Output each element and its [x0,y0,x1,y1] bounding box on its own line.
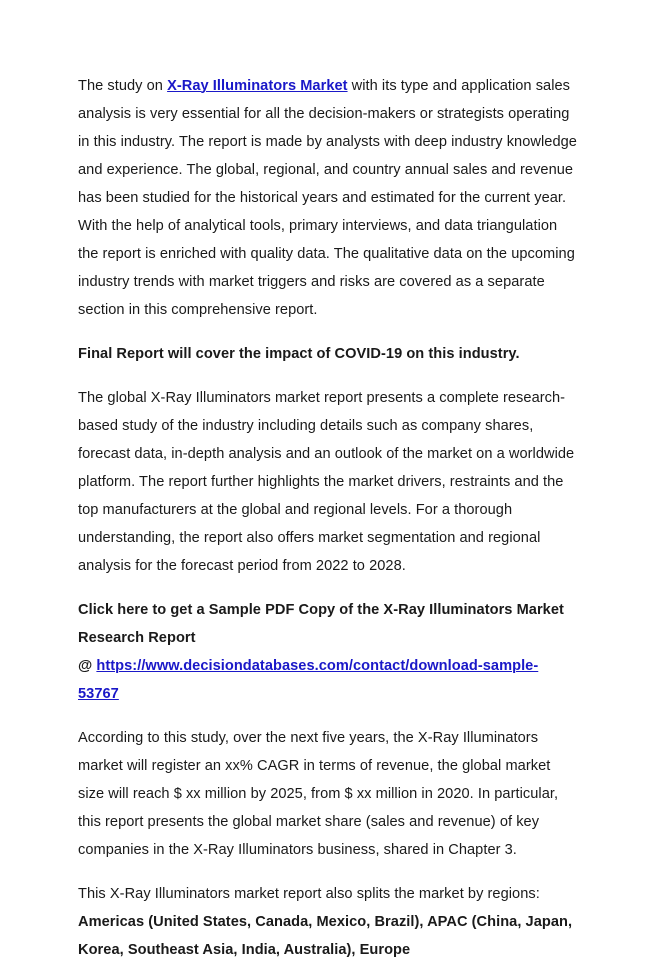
cta-heading-text: Click here to get a Sample PDF Copy of the X-Ray Illuminators Market Research Report [78,602,564,646]
at-symbol: @ [78,658,97,674]
paragraph-covid-notice: Final Report will cover the impact of COVID-19 on this industry. [78,346,520,362]
paragraph-intro [78,72,578,324]
x-ray-illuminators-market-link[interactable]: X-Ray Illuminators Market [167,78,348,94]
regions-lead-text: This X-Ray Illuminators market report also splits the market by regions: [78,886,540,902]
paragraph-regions [78,880,578,964]
paragraph-sample-pdf-cta [78,596,578,708]
document-body [78,72,578,964]
intro-lead-text: The study on [78,78,168,94]
sample-pdf-download-link[interactable]: https://www.decisiondatabases.com/contact/download-sample-53767 [78,658,539,702]
paragraph-forecast: According to this study, over the next five years, the X-Ray Illuminators market will register an xx% CAGR in terms of revenue, the global market size will reach $ xx million by 2025, from $ xx million in 2020. In particular, this report presents the global market share (sales and revenue) of key companies in the X-Ray Illuminators business, shared in Chapter 3. [78,730,559,858]
paragraph-market-overview: The global X-Ray Illuminators market report presents a complete research-based study of the industry including details such as company shares, forecast data, in-depth analysis and an outlook of the market on a worldwide platform. The report further highlights the market drivers, restraints and the top manufacturers at the global and regional levels. For a thorough understanding, the report also offers market segmentation and regional analysis for the forecast period from 2022 to 2028. [78,390,575,574]
regions-list-text: Americas (United States, Canada, Mexico, Brazil), APAC (China, Japan, Korea, Southeast Asia, India, Australia), Europe [78,914,573,958]
intro-rest-text: with its type and application sales analysis is very essential for all the decision-makers or strategists operating in this industry. The report is made by analysts with deep industry knowledge and experience. The global, regional, and country annual sales and revenue has been studied for the historical years and estimated for the current year. With the help of analytical tools, primary interviews, and data triangulation the report is enriched with quality data. The qualitative data on the upcoming industry trends with market triggers and risks are covered as a separate section in this comprehensive report. [78,78,577,318]
